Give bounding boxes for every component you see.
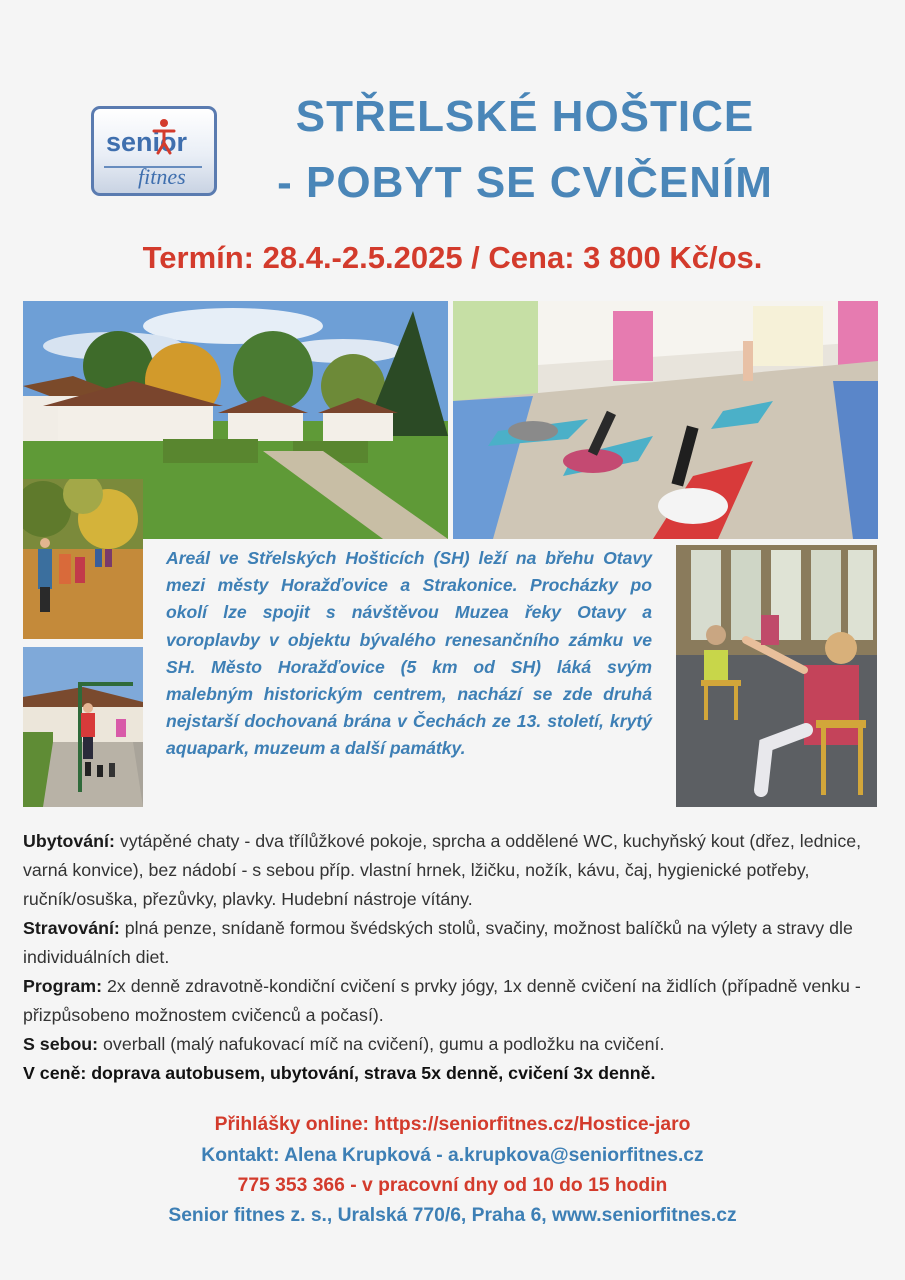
phone-line: 775 353 366 - v pracovní dny od 10 do 15 hodin bbox=[237, 1175, 668, 1196]
photo-garden-chess bbox=[23, 647, 143, 807]
meals-label: Stravování: bbox=[23, 918, 120, 938]
photo-gym-exercise bbox=[453, 301, 878, 539]
meals-paragraph bbox=[23, 914, 873, 972]
address-line: Senior fitnes z. s., Uralská 770/6, Praha 6, www.seniorfitnes.cz bbox=[168, 1205, 737, 1226]
accommodation-paragraph bbox=[23, 827, 873, 914]
logo bbox=[91, 106, 217, 196]
bring-label: S sebou: bbox=[23, 1034, 99, 1054]
meals-text: plná penze, snídaně formou švédských stolů, svačiny, možnost balíčků na výlety a stravy dle individuálních diet. bbox=[23, 918, 853, 967]
details-section bbox=[23, 827, 873, 1088]
photo-autumn-walk bbox=[23, 479, 143, 639]
logo-text-bottom: fitnes bbox=[138, 164, 186, 189]
program-paragraph bbox=[23, 972, 873, 1030]
page-title-line-2: - POBYT SE CVIČENÍM bbox=[277, 158, 773, 207]
program-text: 2x denně zdravotně-kondiční cvičení s prvky jógy, 1x denně cvičení na židlích (případně venku - přizpůsobeno možnostem cvičenců a počasí). bbox=[23, 976, 861, 1025]
bring-paragraph bbox=[23, 1030, 873, 1059]
intro-paragraph: Areál ve Střelských Hošticích (SH) leží na břehu Otavy mezi městy Horažďovice a Strakonice. Procházky po okolí lze spojit s návštěvou Muzea řeky Otavy a voroplavby v objektu bývalého renesančního zámku ve SH. Město Horažďovice (5 km od SH) láká svým malebným historickým centrem, nachází se zde druhá nejstarší dochovaná brána v Čechách ze 13. století, krytý aquapark, muzeum a další památky. bbox=[166, 548, 652, 759]
accommodation-label: Ubytování: bbox=[23, 831, 115, 851]
accommodation-text: vytápěné chaty - dva třílůžkové pokoje, sprcha a oddělené WC, kuchyňský kout (dřez, lednice, varná konvice), bez nádobí - s sebou příp. vlastní hrnek, lžičku, nožík, kávu, čaj, hygienické potřeby, ručník/osuška, přezůvky, plavky. Hudební nástroje vítány. bbox=[23, 831, 862, 909]
bring-text: overball (malý nafukovací míč na cvičení), gumu a podložku na cvičení. bbox=[98, 1034, 665, 1054]
photo-chair-exercise bbox=[676, 545, 877, 807]
registration-link[interactable]: Přihlášky online: https://seniorfitnes.cz/Hostice-jaro bbox=[214, 1114, 691, 1135]
program-label: Program: bbox=[23, 976, 103, 996]
price-includes: V ceně: doprava autobusem, ubytování, strava 5x denně, cvičení 3x denně. bbox=[23, 1063, 656, 1083]
logo-graphic bbox=[94, 109, 214, 193]
dates-price-line: Termín: 28.4.-2.5.2025 / Cena: 3 800 Kč/os. bbox=[142, 240, 763, 275]
logo-text-top: senior bbox=[106, 127, 188, 157]
page-title-line-1: STŘELSKÉ HOŠTICE bbox=[295, 92, 755, 141]
contact-line[interactable]: Kontakt: Alena Krupková - a.krupkova@seniorfitnes.cz bbox=[201, 1145, 704, 1166]
